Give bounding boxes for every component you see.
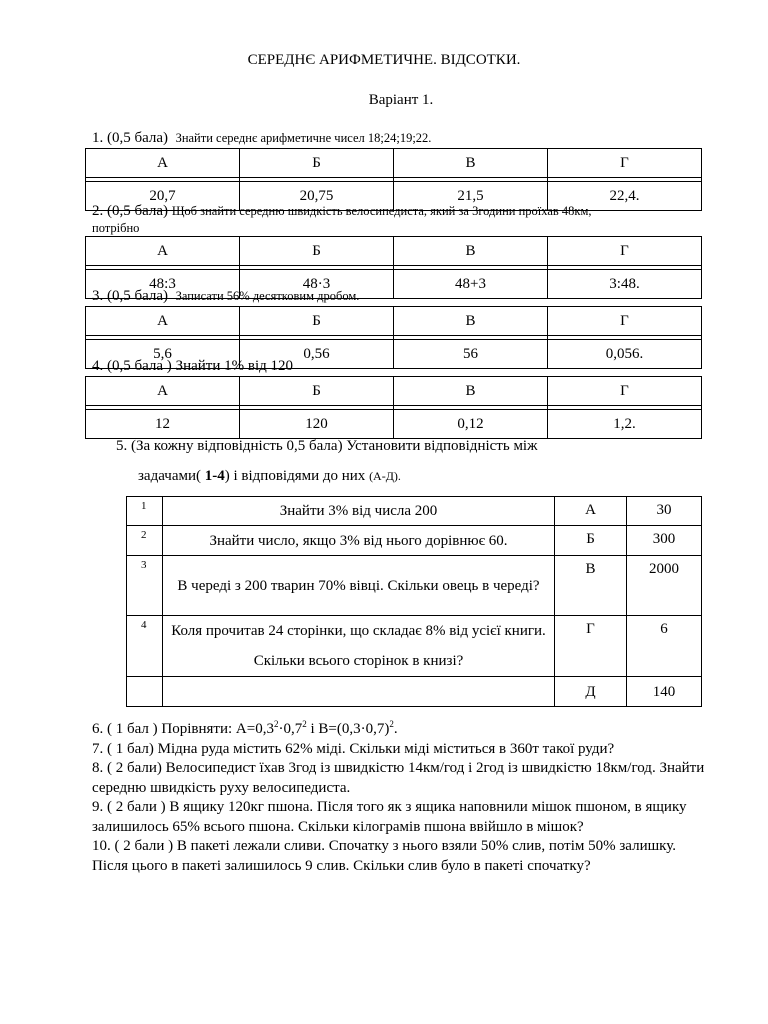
- option-letter: В: [394, 377, 548, 406]
- question-9: 9. ( 2 бали ) В ящику 120кг пшона. Після того як з ящика наповнили мішок пшоном, в ящику залишилось 65% всього пшона. Скільки кілограмів пшона ввійшло в мішок?: [92, 799, 687, 835]
- task-text: Знайти число, якщо 3% від нього дорівнює 60.: [163, 526, 555, 556]
- question-6-part: ·0,7: [278, 721, 303, 737]
- task-number: 2: [127, 526, 163, 556]
- option-answer: 0,056.: [548, 340, 702, 369]
- option-letter: Г: [548, 377, 702, 406]
- option-answer: 48+3: [394, 270, 548, 299]
- question-7: 7. ( 1 бал) Мідна руда містить 62% міді. Скільки міді міститься в 360т такої руди?: [92, 740, 615, 757]
- option-answer: 3:48.: [548, 270, 702, 299]
- question-2: [92, 203, 592, 220]
- exponent: 2: [389, 719, 394, 729]
- option-letter: Б: [240, 149, 394, 178]
- matching-row: [127, 616, 702, 677]
- answer-value: 30: [627, 497, 702, 526]
- task-number: 3: [127, 556, 163, 616]
- matching-row: [127, 677, 702, 707]
- option-answer: 12: [86, 410, 240, 439]
- question-10: 10. ( 2 бали ) В пакеті лежали сливи. Спочатку з нього взяли 50% слив, потім 50% залишку. Після цього в пакеті залишилось 9 слив. Скільки слив було в пакеті спочатку?: [92, 838, 676, 874]
- option-letter: А: [86, 149, 240, 178]
- option-answer: 120: [240, 410, 394, 439]
- variant-label: Варіант 1.: [368, 92, 434, 108]
- option-answer: 48:3: [86, 270, 240, 299]
- option-answer: 0,12: [394, 410, 548, 439]
- option-letter: Б: [240, 377, 394, 406]
- answer-letter: Г: [555, 616, 627, 677]
- page-title: СЕРЕДНЄ АРИФМЕТИЧНЕ. ВІДСОТКИ.: [247, 52, 521, 68]
- option-letter: В: [394, 237, 548, 266]
- answer-letter: В: [555, 556, 627, 616]
- question-6-part: .: [393, 721, 398, 737]
- task-text: [163, 677, 555, 707]
- answer-value: 300: [627, 526, 702, 556]
- task-number: [127, 677, 163, 707]
- option-answer: 22,4.: [548, 182, 702, 211]
- option-answer: 1,2.: [548, 410, 702, 439]
- question-2-continuation: потрібно: [92, 221, 140, 235]
- option-letter: А: [86, 377, 240, 406]
- option-answer: 56: [394, 340, 548, 369]
- question-3: [92, 288, 359, 305]
- answer-letter: А: [555, 497, 627, 526]
- option-answer: 48·3: [240, 270, 394, 299]
- option-letter: Г: [548, 149, 702, 178]
- option-letter: Б: [240, 237, 394, 266]
- question-5-line-2c: ) і відповідями до них: [224, 468, 370, 484]
- question-6-part: і В=(0,3·0,7): [306, 721, 390, 737]
- question-4: [92, 358, 293, 375]
- question-5-line-1: 5. (За кожну відповідність 0,5 бала) Установити відповідність між: [116, 438, 538, 454]
- option-answer: 5,6: [86, 340, 240, 369]
- matching-row: [127, 526, 702, 556]
- question-6: [92, 720, 712, 740]
- matching-row: [127, 497, 702, 526]
- exponent: 2: [302, 719, 307, 729]
- answer-value: 140: [627, 677, 702, 707]
- answer-letter: Д: [555, 677, 627, 707]
- answer-value: 6: [627, 616, 702, 677]
- question-3-prefix: 3. (0,5 бала): [92, 288, 169, 304]
- option-letter: В: [394, 149, 548, 178]
- question-5-line-2: [138, 468, 401, 485]
- option-letter: Г: [548, 307, 702, 336]
- answer-letter: Б: [555, 526, 627, 556]
- question-5-answer-range: (А-Д).: [369, 469, 401, 483]
- question-1-prefix: 1. (0,5 бала): [92, 130, 169, 146]
- question-5-range: 1-4: [204, 468, 225, 484]
- question-5-line-2a: задачами(: [138, 468, 205, 484]
- matching-row: [127, 556, 702, 616]
- task-text: Знайти 3% від числа 200: [163, 497, 555, 526]
- option-letter: Г: [548, 237, 702, 266]
- question-1-text: Знайти середнє арифметичне чисел 18;24;19;22.: [175, 131, 432, 145]
- question-1: [92, 130, 431, 147]
- question-3-text: Записати 56% десятковим дробом.: [175, 289, 360, 303]
- option-letter: Б: [240, 307, 394, 336]
- option-answer: 0,56: [240, 340, 394, 369]
- open-questions: [92, 720, 712, 876]
- task-text: Коля прочитав 24 сторінки, що складає 8% від усієї книги. Скільки всього сторінок в книзі?: [163, 616, 555, 677]
- task-number: 1: [127, 497, 163, 526]
- question-6-part: 6. ( 1 бал ) Порівняти: А=0,3: [92, 721, 274, 737]
- option-answer: 20,75: [240, 182, 394, 211]
- question-2-prefix: 2. (0,5 бала): [92, 203, 169, 219]
- option-letter: А: [86, 307, 240, 336]
- question-2-text: Щоб знайти середню швидкість велосипедиста, який за 3години проїхав 48км,: [171, 204, 592, 218]
- answer-table-4: [85, 376, 702, 439]
- question-4-prefix: 4. (0,5 бала ) Знайти 1% від 120: [92, 358, 293, 374]
- option-letter: В: [394, 307, 548, 336]
- option-letter: А: [86, 237, 240, 266]
- answer-value: 2000: [627, 556, 702, 616]
- exponent: 2: [273, 719, 279, 729]
- question-8: 8. ( 2 бали) Велосипедист їхав 3год із швидкістю 14км/год і 2год із швидкістю 18км/год. Знайти середню швидкість руху велосипедиста.: [92, 760, 705, 796]
- option-answer: 21,5: [394, 182, 548, 211]
- task-number: 4: [127, 616, 163, 677]
- answer-table-1: [85, 148, 702, 211]
- option-answer: 20,7: [86, 182, 240, 211]
- task-text: В череді з 200 тварин 70% вівці. Скільки овець в череді?: [163, 556, 555, 616]
- matching-table: [126, 496, 702, 707]
